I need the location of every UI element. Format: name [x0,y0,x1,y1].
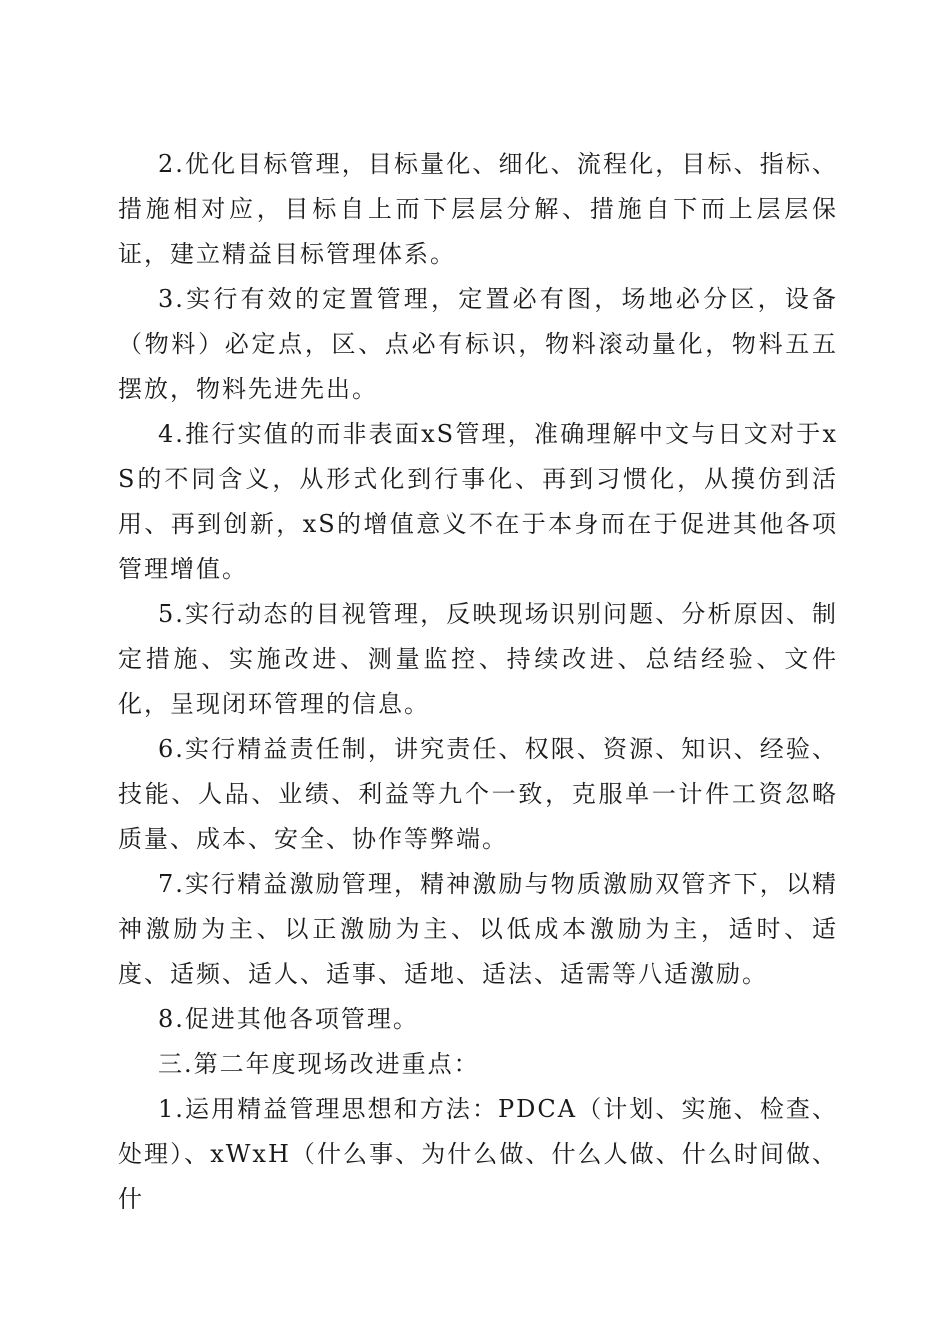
paragraph-visual-management: 5.实行动态的目视管理，反映现场识别问题、分析原因、制定措施、实施改进、测量监控、持续改进、总结经验、文件化，呈现闭环管理的信息。 [118,600,838,718]
paragraph-responsibility-system: 6.实行精益责任制，讲究责任、权限、资源、知识、经验、技能、人品、业绩、利益等九个一致，克服单一计件工资忽略质量、成本、安全、协作等弊端。 [118,735,838,853]
document-body [118,142,838,1222]
section-heading-second-year: 三.第二年度现场改进重点： [158,1050,480,1078]
paragraph-target-management: 2.优化目标管理，目标量化、细化、流程化，目标、指标、措施相对应，目标自上而下层层分解、措施自下而上层层保证，建立精益目标管理体系。 [118,150,838,268]
paragraph-lean-methods: 1.运用精益管理思想和方法：PDCA（计划、实施、检查、处理）、xWxH（什么事、为什么做、什么人做、什么时间做、什 [118,1095,838,1213]
paragraph-incentive-management: 7.实行精益激励管理，精神激励与物质激励双管齐下，以精神激励为主、以正激励为主、以低成本激励为主，适时、适度、适频、适人、适事、适地、适法、适需等八适激励。 [118,870,838,988]
paragraph-other-management: 8.促进其他各项管理。 [158,1005,419,1033]
paragraph-fixed-position-management: 3.实行有效的定置管理，定置必有图，场地必分区，设备（物料）必定点，区、点必有标识，物料滚动量化，物料五五摆放，物料先进先出。 [118,285,838,403]
paragraph-xs-management: 4.推行实值的而非表面xS管理，准确理解中文与日文对于xS的不同含义，从形式化到行事化、再到习惯化，从摸仿到活用、再到创新，xS的增值意义不在于本身而在于促进其他各项管理增值。 [118,420,838,583]
